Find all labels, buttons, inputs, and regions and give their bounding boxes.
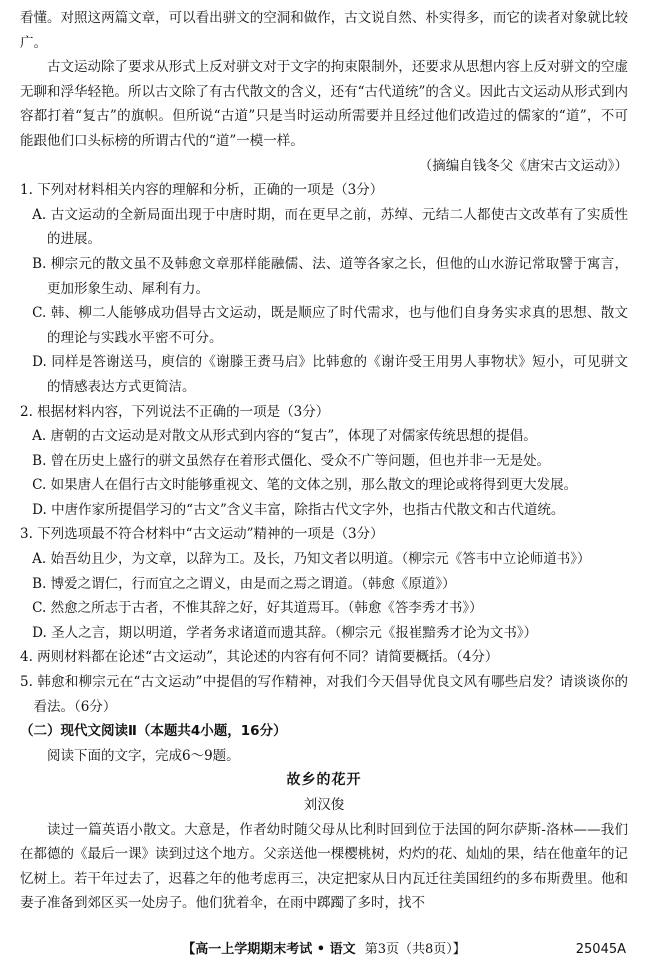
section-instruction: 阅读下面的文字，完成6～9题。 [47,747,240,764]
option-c: C. 韩、柳二人能够成功倡导古文运动，既是顺应了时代需求，也与他们自身务实求真的思想、散文的理论与实践水平密不可分。 [32,305,628,346]
footer-code: 25045A [575,942,626,957]
article-author: 刘汉俊 [303,797,345,813]
option-a: A. 始吾幼且少，为文章，以辞为工。及长，乃知文者以明道。（柳宗元《答韦中立论师道书》） [32,551,591,568]
question-stem: 3. 下列选项最不符合材料中“古文运动”精神的一项是（3分） [20,526,384,543]
option-d: D. 同样是答谢送马，庾信的《谢滕王赉马启》比韩愈的《谢许受王用男人事物状》短小，可见骈文的情感表达方式更简洁。 [32,354,628,395]
option-c: C. 如果唐人在倡行古文时能够重视文、笔的文体之别，那么散文的理论或将得到更大发展。 [32,477,578,494]
question-5: 5. 韩愈和柳宗元在“古文运动”中提倡的写作精神，对我们今天倡导优良文风有哪些启发？请谈谈你的看法。（6分） [20,674,628,715]
option-d: D. 中唐作家所提倡学习的“古文”含义丰富，除指古代文字外，也指古代散文和古代道统。 [32,501,565,518]
question-stem: 2. 根据材料内容，下列说法不正确的一项是（3分） [20,403,330,420]
option-b: B. 柳宗元的散文虽不及韩愈文章那样能融儒、法、道等各家之长，但他的山水游记常取譬于寓言，更加形象生动、犀利有力。 [32,255,628,297]
question-1 [20,178,628,399]
section-heading: （二）现代文阅读Ⅱ（本题共4小题，16分） [20,723,287,740]
option-b: B. 曾在历史上盛行的骈文虽然存在着形式僵化、受众不广等问题，但也并非一无是处。 [32,452,551,469]
article-title: 故乡的花开 [286,772,362,789]
footer-exam-name: 【高一上学期期末考试 • 语文 [182,942,356,957]
passage-paragraph: 看懂。对照这两篇文章，可以看出骈文的空洞和做作，古文说自然、朴实得多，而它的读者对象就比较广。 [20,10,628,51]
question-4: 4. 两则材料都在论述“古文运动”，其论述的内容有何不同？请简要概括。（4分） [20,649,499,666]
footer-page-number: 第3页（共8页）】 [364,942,466,957]
question-3 [20,522,628,645]
option-a: A. 唐朝的古文运动是对散文从形式到内容的“复古”，体现了对儒家传统思想的提倡。 [32,428,537,445]
option-d: D. 圣人之言，期以明道，学者务求诸道而遗其辞。（柳宗元《报崔黯秀才论为文书》） [32,624,538,641]
passage-source: （摘编自钱冬父《唐宋古文运动》） [418,157,628,174]
article-paragraph: 读过一篇英语小散文。大意是，作者幼时随父母从比利时回到位于法国的阿尔萨斯-洛林——我们在都德的《最后一课》读到过这个地方。父亲送他一棵樱桃树，灼灼的花、灿灿的果，结在他童年的记忆树上。若干年过去了，迟暮之年的他考虑再三，决定把家从日内瓦迁往美国纽约的多布斯费里。他和妻子准备到郊区买一处房子。他们犹着伞，在雨中踯躅了多时，找不 [20,821,628,912]
page-footer [0,940,648,960]
footer-title [0,940,648,960]
option-c: C. 然愈之所志于古者，不惟其辞之好，好其道焉耳。（韩愈《答李秀才书》） [32,600,483,617]
passage-paragraph: 古文运动除了要求从形式上反对骈文对于文字的拘束限制外，还要求从思想内容上反对骈文的空虚无聊和浮华轻艳。所以古文除了有古代散文的含义，还有“古代道统”的含义。因此古文运动从形式到内容都打着“复古”的旗帜。但所说“古道”只是当时运动所需要并且经过他们改造过的儒家的“道”，不可能跟他们口头标榜的所谓古代的“道”一模一样。 [20,59,628,149]
exam-page [20,6,628,916]
option-b: B. 博爱之谓仁，行而宜之之谓义，由是而之焉之谓道。（韩愈《原道》） [32,575,456,592]
option-a: A. 古文运动的全新局面出现于中唐时期，而在更早之前，苏绰、元结二人都使古文改革有了实质性的进展。 [32,206,628,248]
question-stem: 1. 下列对材料相关内容的理解和分析，正确的一项是（3分） [20,182,384,199]
question-2 [20,400,628,523]
